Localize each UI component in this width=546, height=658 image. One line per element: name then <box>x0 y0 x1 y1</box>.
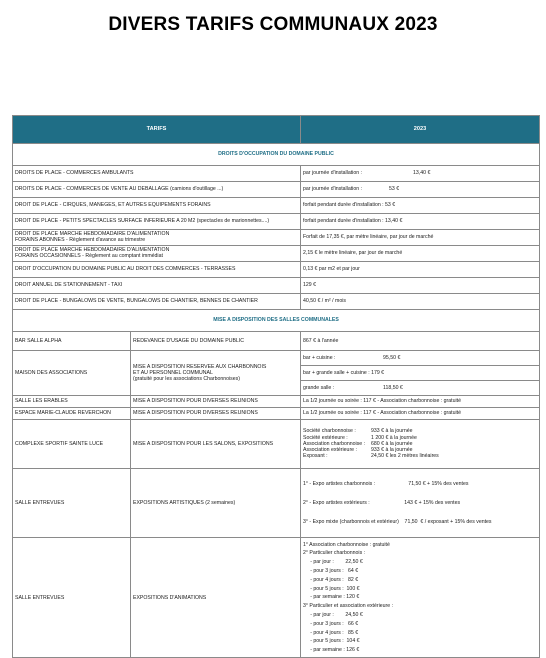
section-title-salles: MISE A DISPOSITION DES SALLES COMMUNALES <box>13 310 540 332</box>
row-label: DROIT D'OCCUPATION DU DOMAINE PUBLIC AU DROIT DES COMMERCES - TERRASSES <box>13 262 301 278</box>
table-row <box>13 420 540 469</box>
price-line: 1° - Expo artistes charbonnois : 71,50 € + 15% des ventes <box>303 481 469 488</box>
section-header-row <box>13 310 540 332</box>
row-label: DROIT DE PLACE - BUNGALOWS DE VENTE, BUNGALOWS DE CHANTIER, BENNES DE CHANTIER <box>13 294 301 310</box>
price-value: forfait pendant durée d'installation : 13,40 € <box>301 214 540 230</box>
table-row <box>13 278 540 294</box>
table-row <box>13 408 540 420</box>
table-row <box>13 198 540 214</box>
price-desc: Exposant : <box>303 453 328 460</box>
price-value: 53 € <box>389 186 400 193</box>
section-header-row <box>13 144 540 166</box>
room-name: MAISON DES ASSOCIATIONS <box>13 351 131 396</box>
row-label: DROIT ANNUEL DE STATIONNEMENT - TAXI <box>13 278 301 294</box>
table-header-row <box>13 116 540 144</box>
table-row <box>13 246 540 262</box>
price-value: 129 € <box>301 278 540 294</box>
room-usage: EXPOSITIONS ARTISTIQUES (2 semaines) <box>131 469 301 538</box>
table-row <box>13 396 540 408</box>
price-value: 24,50 € les 2 mètres linéaires <box>371 453 439 460</box>
table-row <box>13 538 540 658</box>
room-usage: MISE A DISPOSITION POUR LES SALONS, EXPOSITIONS <box>131 420 301 469</box>
section-title-domaine-public: DROITS D'OCCUPATION DU DOMAINE PUBLIC <box>13 144 540 166</box>
table-row <box>13 182 540 198</box>
room-name: ESPACE MARIE-CLAUDE REVERCHON <box>13 408 131 420</box>
header-year: 2023 <box>301 116 540 144</box>
room-name: SALLE ENTREVUES <box>13 538 131 658</box>
price-desc: par journée d'installation : <box>303 170 362 177</box>
price-desc: bar + cuisine : <box>303 354 336 361</box>
price-desc: Société charbonnoise : <box>303 428 356 435</box>
price-value: bar + grande salle + cuisine : 179 € <box>301 366 540 381</box>
price-desc: grande salle : <box>303 384 335 391</box>
price-value: 680 € à la journée <box>371 440 413 447</box>
price-value: 1 200 € à la journée <box>371 434 417 441</box>
row-label: DROIT DE PLACE - PETITS SPECTACLES SURFACE INFERIEURE A 20 M2 (spectacles de marionnettes....) <box>13 214 301 230</box>
table-row <box>13 214 540 230</box>
price-line: 3° - Expo mixte (charbonnois et extérieur) 71,50 € / exposant + 15% des ventes <box>303 518 492 525</box>
price-value: 933 € à la journée <box>371 447 413 454</box>
row-label: DROIT DE PLACE - CIRQUES, MANEGES, ET AUTRES EQUIPEMENTS FORAINS <box>13 198 301 214</box>
price-desc: Société extérieure : <box>303 434 348 441</box>
price-value: 40,50 € / m² / mois <box>301 294 540 310</box>
table-row <box>13 230 540 246</box>
tariffs-table <box>12 115 540 658</box>
price-line: 2° - Expo artistes extérieurs : 143 € + 15% des ventes <box>303 500 461 507</box>
price-desc: par journée d'installation : <box>303 186 362 193</box>
room-usage: EXPOSITIONS D'ANIMATIONS <box>131 538 301 658</box>
table-row <box>13 332 540 351</box>
table-row <box>13 351 540 366</box>
page-title: DIVERS TARIFS COMMUNAUX 2023 <box>108 14 438 35</box>
row-label: DROITS DE PLACE - COMMERCES AMBULANTS <box>13 166 301 182</box>
price-value: La 1/2 journée ou soirée : 117 € - Association charbonnoise : gratuité <box>301 396 540 408</box>
price-value: 13,40 € <box>413 170 431 177</box>
room-usage: MISE A DISPOSITION RESERVEE AUX CHARBONNOIS ET AU PERSONNEL COMMUNAL (gratuité pour les associations Charbonnoises) <box>131 351 301 396</box>
room-usage: REDEVANCE D'USAGE DU DOMAINE PUBLIC <box>131 332 301 351</box>
table-row <box>13 262 540 278</box>
table-row <box>13 166 540 182</box>
price-value: 95,50 € <box>383 354 401 361</box>
room-name: SALLE LES ERABLES <box>13 396 131 408</box>
room-name: SALLE ENTREVUES <box>13 469 131 538</box>
price-desc: Association charbonnoise : <box>303 440 366 447</box>
price-value: Forfait de 17,35 €, par mètre linéaire, par jour de marché <box>301 230 540 246</box>
row-label: DROIT DE PLACE MARCHE HEBDOMADAIRE D'ALIMENTATION FORAINS OCCASIONNELS - Règlement au comptant immédiat <box>13 246 301 262</box>
table-row <box>13 294 540 310</box>
price-value: 933 € à la journée <box>371 428 413 435</box>
room-name: BAR SALLE ALPHA <box>13 332 131 351</box>
price-value: La 1/2 journée ou soirée : 117 € - Association charbonnoise : gratuité <box>301 408 540 420</box>
room-usage: MISE A DISPOSITION POUR DIVERSES REUNIONS <box>131 396 301 408</box>
table-row <box>13 469 540 538</box>
row-label: DROIT DE PLACE MARCHE HEBDOMADAIRE D'ALIMENTATION FORAINS ABONNES - Règlement d'avance au trimestre <box>13 230 301 246</box>
price-value: 118,50 € <box>383 384 403 391</box>
price-value: 0,13 € par m2 et par jour <box>301 262 540 278</box>
price-value: 2,15 € le mètre linéaire, par jour de marché <box>301 246 540 262</box>
room-name: COMPLEXE SPORTIF SAINTE LUCE <box>13 420 131 469</box>
price-value: 1° Association charbonnoise : gratuité 2° Particulier charbonnois : - par jour : 22,50 € - pour 3 jours : 64 € - pour 4 jours : 82 € - pour 5 jours : 100 € - par semaine : 120 € 3° Particulier et association extérieure : - par jour : 24,50 € - pour 3 jours : 66 € - pour 4 jours : 85 € - pour 5 jours : 104 € - par semaine : 126 € <box>301 538 540 658</box>
price-value: 867 € à l'année <box>301 332 540 351</box>
header-tarifs: TARIFS <box>13 116 301 144</box>
room-usage: MISE A DISPOSITION POUR DIVERSES REUNIONS <box>131 408 301 420</box>
price-value: forfait pendant durée d'installation : 53 € <box>301 198 540 214</box>
row-label: DROITS DE PLACE - COMMERCES DE VENTE AU DEBALLAGE (camions d'outillage ...) <box>13 182 301 198</box>
price-desc: Association extérieure : <box>303 447 357 454</box>
